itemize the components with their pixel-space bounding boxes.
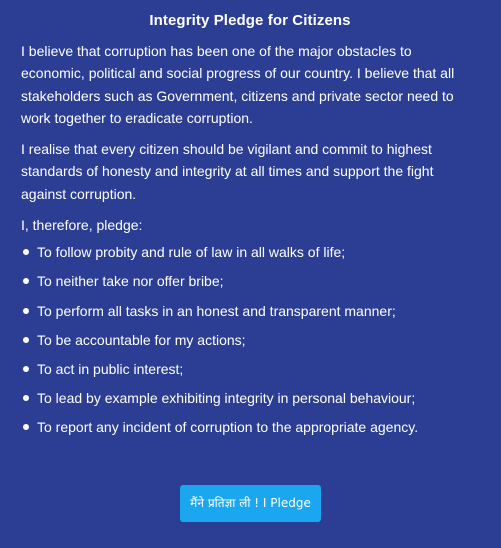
pledge-item <box>21 302 479 320</box>
pledge-item-text: To report any incident of corruption to the appropriate agency. <box>37 418 419 435</box>
bullet-icon <box>23 278 29 284</box>
pledge-list <box>21 243 479 436</box>
pledge-item <box>21 272 479 290</box>
pledge-title: Integrity Pledge for Citizens <box>149 12 351 29</box>
pledge-item-text: To follow probity and rule of law in all walks of life; <box>37 244 346 261</box>
bullet-icon <box>23 366 29 372</box>
pledge-item-text: To be accountable for my actions; <box>37 331 246 348</box>
pledge-item-text: To perform all tasks in an honest and transparent manner; <box>37 302 396 319</box>
i-pledge-button[interactable]: मैंने प्रतिज्ञा ली ! I Pledge <box>180 485 321 522</box>
bullet-icon <box>23 308 29 314</box>
pledge-item <box>21 243 479 261</box>
pledge-item-text: To lead by example exhibiting integrity in personal behaviour; <box>37 389 416 406</box>
bullet-icon <box>23 337 29 343</box>
bullet-icon <box>23 424 29 430</box>
pledge-item-text: To neither take nor offer bribe; <box>37 273 224 290</box>
pledge-item <box>21 360 479 378</box>
pledge-intro: I, therefore, pledge: <box>21 217 143 234</box>
pledge-item <box>21 331 479 349</box>
bullet-icon <box>23 395 29 401</box>
bullet-icon <box>23 249 29 255</box>
pledge-item-text: To act in public interest; <box>37 360 184 377</box>
pledge-item <box>21 418 479 436</box>
pledge-paragraph-belief: I believe that corruption has been one of the major obstacles to economic, political and social progress of our country. I believe that all stakeholders such as Government, citizens and private sector need to work together to eradicate corruption. <box>21 43 455 126</box>
pledge-item <box>21 389 479 407</box>
pledge-button-container <box>0 485 501 522</box>
pledge-paragraph-realise: I realise that every citizen should be vigilant and commit to highest standards of honesty and integrity at all times and support the fight against corruption. <box>21 141 434 202</box>
